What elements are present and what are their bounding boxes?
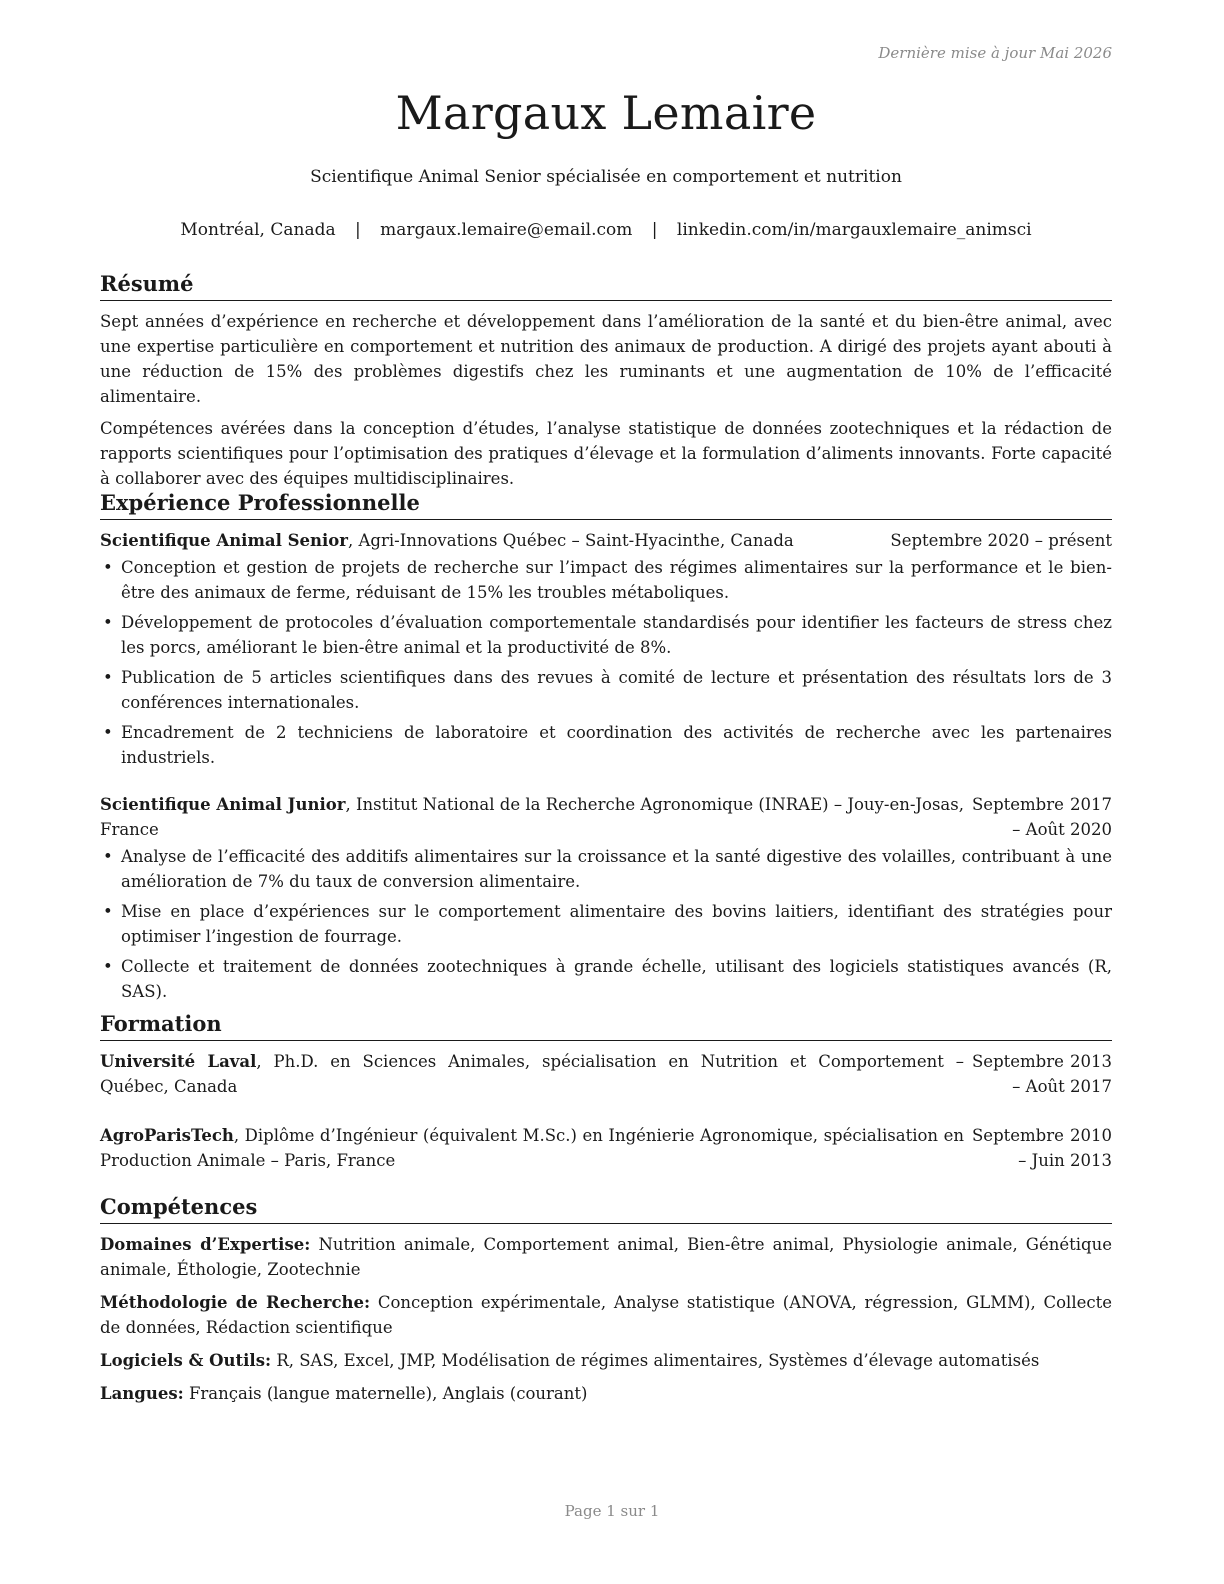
section-title-education: Formation: [100, 1010, 1112, 1041]
bullet-icon: •: [103, 902, 113, 921]
skill-value: R, SAS, Excel, JMP, Modélisation de régimes alimentaires, Systèmes d’élevage automatisés: [271, 1351, 1040, 1370]
list-item: • Publication de 5 articles scientifiques dans des revues à comité de lecture et présentation des résultats lors de 3 conférences internationales.: [100, 665, 1112, 715]
skill-row: [100, 1232, 1112, 1282]
last-updated-note: Dernière mise à jour Mai 2026: [878, 44, 1112, 62]
job-header: [100, 528, 1112, 553]
page-number: Page 1 sur 1: [564, 1502, 660, 1520]
education-title-line: [100, 1049, 964, 1099]
bullet-icon: •: [103, 558, 113, 577]
list-item: • Conception et gestion de projets de recherche sur l’impact des régimes alimentaires sur la performance et le bien-être des animaux de ferme, réduisant de 15% les troubles métaboliques.: [100, 555, 1112, 605]
contact-separator: |: [355, 220, 361, 240]
contact-email-link[interactable]: margaux.lemaire@email.com: [380, 220, 633, 240]
job-entry: [100, 792, 1112, 1004]
bullet-icon: •: [103, 847, 113, 866]
job-role: Scientifique Animal Senior: [100, 531, 348, 550]
education-entry: [100, 1049, 1112, 1099]
skill-label: Logiciels & Outils:: [100, 1351, 272, 1370]
summary-section: [100, 270, 1112, 498]
skills-section: [100, 1193, 1112, 1414]
skill-value: Français (langue maternelle), Anglais (courant): [183, 1384, 588, 1403]
skill-label: Domaines d’Expertise:: [100, 1235, 311, 1254]
skill-value: Conception expérimentale, Analyse statistique (ANOVA, régression, GLMM), Collecte de données, Rédaction scientifique: [100, 1293, 1112, 1337]
contact-linkedin-link[interactable]: linkedin.com/in/margauxlemaire_animsci: [676, 220, 1032, 240]
job-header: [100, 792, 1112, 842]
section-title-skills: Compétences: [100, 1193, 1112, 1224]
summary-paragraph: Sept années d’expérience en recherche et développement dans l’amélioration de la santé et du bien-être animal, avec une expertise particulière en comportement et nutrition des animaux de production. A dirigé des projets ayant abouti à une réduction de 15% des problèmes digestifs chez les ruminants et une augmentation de 10% de l’efficacité alimentaire.: [100, 312, 1112, 406]
education-detail: , Ph.D. en Sciences Animales, spécialisation en Nutrition et Comportement – Québec, Canada: [100, 1052, 964, 1096]
job-bullets: [100, 844, 1112, 1004]
education-section: [100, 1010, 1112, 1173]
bullet-icon: •: [103, 723, 113, 742]
job-title-line: [100, 792, 964, 842]
list-item: • Collecte et traitement de données zootechniques à grande échelle, utilisant des logiciels statistiques avancés (R, SAS).: [100, 954, 1112, 1004]
experience-section: [100, 489, 1112, 1009]
skill-label: Langues:: [100, 1384, 184, 1403]
education-school: AgroParisTech: [100, 1126, 234, 1145]
education-entry: [100, 1123, 1112, 1173]
job-dates: Septembre 2017 – Août 2020: [972, 795, 1112, 839]
list-item: • Développement de protocoles d’évaluation comportementale standardisés pour identifier les facteurs de stress chez les porcs, améliorant le bien-être animal et la productivité de 8%.: [100, 610, 1112, 660]
contact-separator: |: [651, 220, 658, 240]
bullet-icon: •: [103, 613, 113, 632]
education-title-line: [100, 1123, 964, 1173]
list-item: • Analyse de l’efficacité des additifs alimentaires sur la croissance et la santé digestive des volailles, contribuant à une amélioration de 7% du taux de conversion alimentaire.: [100, 844, 1112, 894]
job-organization: , Institut National de la Recherche Agronomique (INRAE) – Jouy-en-Josas, France: [100, 795, 964, 839]
candidate-tagline: Scientifique Animal Senior spécialisée en comportement et nutrition: [310, 167, 902, 187]
education-school: Université Laval: [100, 1052, 257, 1071]
education-detail: , Diplôme d’Ingénieur (équivalent M.Sc.) en Ingénierie Agronomique, spécialisation en Production Animale – Paris, France: [100, 1126, 964, 1170]
summary-paragraph: Compétences avérées dans la conception d’études, l’analyse statistique de données zootechniques et la rédaction de rapports scientifiques pour l’optimisation des pratiques d’élevage et la formulation d’aliments innovants. Forte capacité à collaborer avec des équipes multidisciplinaires.: [100, 419, 1112, 488]
job-dates: Septembre 2020 – présent: [890, 531, 1112, 550]
list-item: • Mise en place d’expériences sur le comportement alimentaire des bovins laitiers, identifiant des stratégies pour optimiser l’ingestion de fourrage.: [100, 899, 1112, 949]
job-entry: [100, 528, 1112, 770]
contact-line: [100, 220, 1112, 240]
skill-row: [100, 1381, 1112, 1406]
section-title-summary: Résumé: [100, 270, 1112, 301]
section-title-experience: Expérience Professionnelle: [100, 489, 1112, 520]
candidate-name: Margaux Lemaire: [395, 86, 817, 140]
skill-row: [100, 1290, 1112, 1340]
skill-row: [100, 1348, 1112, 1373]
contact-location: Montréal, Canada: [180, 220, 336, 240]
bullet-icon: •: [103, 957, 113, 976]
job-title-line: [100, 528, 882, 553]
list-item: • Encadrement de 2 techniciens de laboratoire et coordination des activités de recherche avec les partenaires industriels.: [100, 720, 1112, 770]
job-bullets: [100, 555, 1112, 770]
skill-label: Méthodologie de Recherche:: [100, 1293, 371, 1312]
job-role: Scientifique Animal Junior: [100, 795, 346, 814]
job-organization: , Agri-Innovations Québec – Saint-Hyacinthe, Canada: [348, 531, 794, 550]
education-dates: Septembre 2010 – Juin 2013: [972, 1126, 1112, 1170]
bullet-icon: •: [103, 668, 113, 687]
skill-value: Nutrition animale, Comportement animal, Bien-être animal, Physiologie animale, Génétique animale, Éthologie, Zootechnie: [100, 1235, 1113, 1279]
education-dates: Septembre 2013 – Août 2017: [972, 1052, 1112, 1096]
